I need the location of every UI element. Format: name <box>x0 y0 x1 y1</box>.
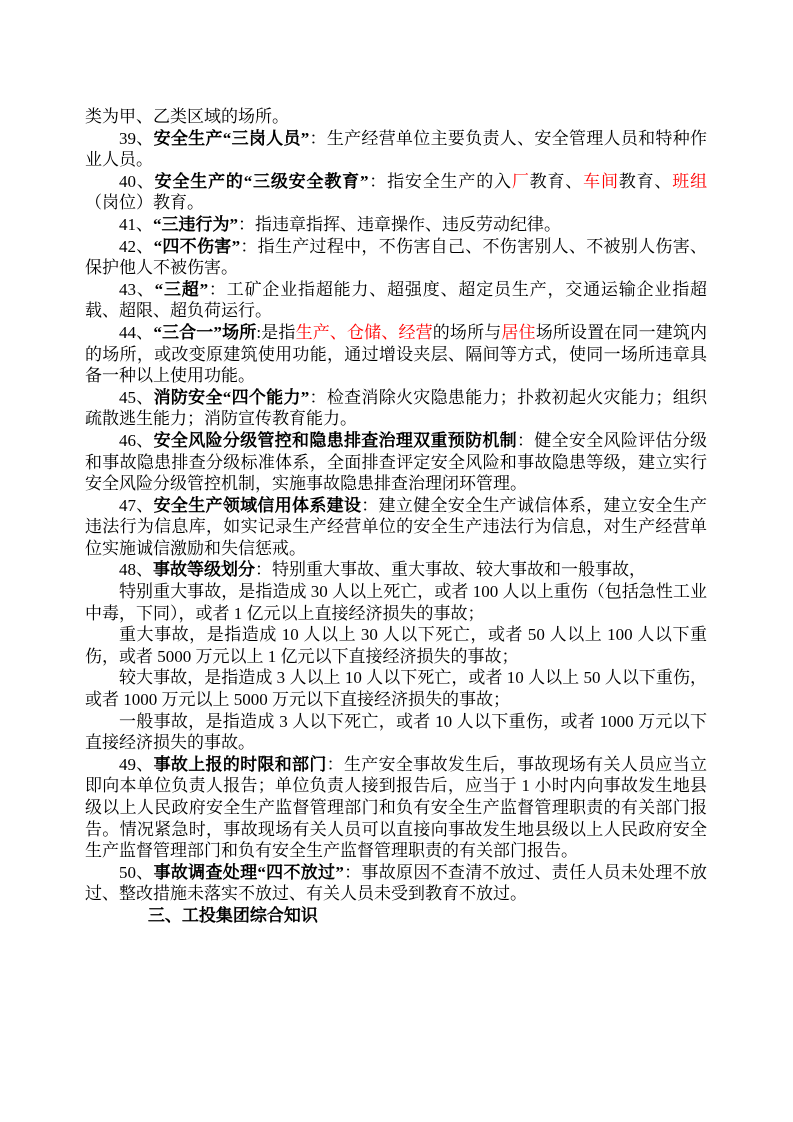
text-run: （岗位）教育。 <box>85 193 204 213</box>
text-run: 45、 <box>119 387 154 407</box>
text-run: 场所设置在同一建筑内的场所，或改变原建筑使用功能，通过增设夹层、隔间等方式，使同一场所违章具备一种以上使用功能。 <box>85 322 708 386</box>
bold-term: 安全生产的“三级安全教育” <box>154 171 369 191</box>
text-run: 41、 <box>119 214 153 234</box>
text-run: ：建立健全安全生产诚信体系，建立安全生产违法行为信息库，如实记录生产经营单位的安全生产违法行为信息，对生产经营单位实施诚信激励和失信惩戒。 <box>85 495 708 558</box>
bold-term: 事故等级划分 <box>153 560 255 580</box>
bold-term: 消防安全“四个能力” <box>153 387 310 407</box>
text-run: 50、 <box>119 862 154 882</box>
text-run: 教育、 <box>618 171 673 191</box>
text-run: 类为甲、乙类区域的场所。 <box>85 107 289 126</box>
text-run: ：事故原因不查清不放过、责任人员未处理不放过、整改措施未落实不放过、有关人员未受到教育不放过。 <box>85 862 708 904</box>
bold-term: 事故调查处理“四不放过” <box>153 862 344 882</box>
paragraph <box>85 862 707 905</box>
text-run: ：生产经营单位主要负责人、安全管理人员和特种作业人员。 <box>85 128 708 170</box>
paragraph <box>85 667 707 710</box>
text-run: 48、 <box>119 560 153 580</box>
paragraph <box>85 581 707 624</box>
text-run: ：特别重大事故、重大事故、较大事故和一般事故， <box>255 560 646 580</box>
paragraph <box>85 106 707 128</box>
bold-term: “三超” <box>154 279 209 299</box>
text-run: 较大事故，是指造成 3 人以上 10 人以下死亡，或者 10 人以上 50 人以下重伤，或者 1000 万元以上 5000 万元以下直接经济损失的事故； <box>85 668 707 710</box>
bold-term: 安全生产“三岗人员” <box>153 128 310 148</box>
text-run: :是指 <box>256 322 296 342</box>
highlighted-term: 班组 <box>672 171 708 191</box>
paragraph <box>85 128 707 171</box>
bold-term: “四不伤害” <box>153 236 241 256</box>
paragraph <box>85 711 707 754</box>
paragraph <box>85 624 707 667</box>
text-run: 一般事故，是指造成 3 人以下死亡，或者 10 人以下重伤，或者 1000 万元以下直接经济损失的事故。 <box>85 711 707 753</box>
text-run: ：生产安全事故发生后，事故现场有关人员应当立即向本单位负责人报告；单位负责人接到报告后，应当于 1 小时内向事故发生地县级以上人民政府安全生产监督管理部门和负有安全生产监督管理职责的有关部门报告。情况紧急时，事故现场有关人员可以直接向事故发生地县级以上人民政府安全生产监督管理部门和负有安全生产监督管理职责的有关部门报告。 <box>85 754 708 861</box>
bold-term: 事故上报的时限和部门 <box>153 754 327 774</box>
text-run: ：指安全生产的入 <box>368 171 512 191</box>
text-run: 特别重大事故，是指造成 30 人以上死亡，或者 100 人以上重伤（包括急性工业中毒，下同），或者 1 亿元以上直接经济损失的事故； <box>85 582 707 623</box>
text-run: 的场所与 <box>432 322 502 342</box>
bold-term: 三、工投集团综合知识 <box>147 905 318 925</box>
text-run: ：指违章指挥、违章操作、违反劳动纪律。 <box>238 214 561 234</box>
text-run: ：指生产过程中，不伤害自己、不伤害别人、不被别人伤害、保护他人不被伤害。 <box>85 236 708 278</box>
text-run: 47、 <box>119 495 154 515</box>
text-run: 42、 <box>119 236 154 256</box>
text-run: ：健全安全风险评估分级和事故隐患排查分级标准体系，全面排查评定安全风险和事故隐患等级，建立实行安全风险分级管控机制，实施事故隐患排查治理闭环管理。 <box>85 430 708 494</box>
highlighted-term: 车间 <box>583 171 619 191</box>
paragraph <box>85 495 707 560</box>
highlighted-term: 厂 <box>511 171 530 191</box>
highlighted-term: 居住 <box>501 322 536 342</box>
highlighted-term: 生产、仓储、经营 <box>295 322 433 342</box>
paragraph <box>85 387 707 430</box>
paragraph <box>85 214 707 236</box>
text-run: 49、 <box>119 754 154 774</box>
text-run: 教育、 <box>529 171 584 191</box>
text-run: 重大事故，是指造成 10 人以上 30 人以下死亡，或者 50 人以上 100 人以下重伤，或者 5000 万元以上 1 亿元以下直接经济损失的事故； <box>85 625 707 666</box>
paragraph <box>85 236 707 279</box>
paragraph <box>85 754 707 862</box>
text-run: 46、 <box>119 430 154 450</box>
text-run: 39、 <box>119 128 154 148</box>
paragraph <box>85 430 707 495</box>
text-run: ：检查消除火灾隐患能力；扑救初起火灾能力；组织疏散逃生能力；消防宣传教育能力。 <box>85 387 708 429</box>
bold-term: “三违行为” <box>153 214 238 234</box>
section-heading <box>85 905 707 927</box>
text-run: ：工矿企业指超能力、超强度、超定员生产，交通运输企业指超载、超限、超负荷运行。 <box>85 279 708 321</box>
text-run: 40、 <box>119 171 155 191</box>
document-body <box>85 106 707 927</box>
paragraph <box>85 559 707 581</box>
paragraph <box>85 279 707 322</box>
text-run: 43、 <box>119 279 155 299</box>
bold-term: 安全生产领域信用体系建设 <box>153 495 362 515</box>
paragraph <box>85 171 707 214</box>
bold-term: “三合一”场所 <box>153 322 257 342</box>
bold-term: 安全风险分级管控和隐患排查治理双重预防机制 <box>153 430 517 450</box>
paragraph <box>85 322 707 387</box>
text-run: 44、 <box>119 322 154 342</box>
